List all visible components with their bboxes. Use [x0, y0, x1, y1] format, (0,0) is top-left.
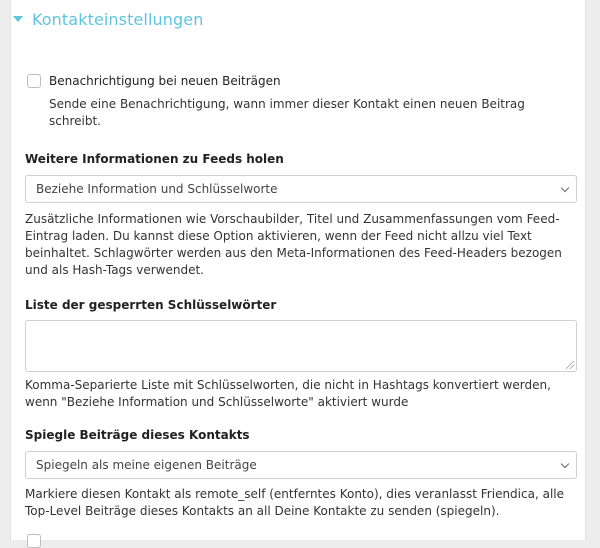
- notify-help-line-1: Sende eine Benachrichtigung, wann immer dieser Kontakt einen neuen Beitrag: [49, 97, 525, 111]
- notify-new-posts-label[interactable]: Benachrichtigung bei neuen Beiträgen: [49, 74, 281, 88]
- resize-handle-icon[interactable]: [566, 361, 574, 369]
- blocked-keywords-help-line-2: wenn "Beziehe Information und Schlüsselworte" aktiviert wurde: [25, 395, 409, 409]
- section-header[interactable]: [11, 7, 203, 31]
- mirror-help-line-2: Top-Level Beiträge dieses Kontakts an all Deine Kontakte zu senden (spiegeln).: [25, 504, 500, 518]
- mirror-help-line-1: Markiere diesen Kontakt als remote_self (entferntes Konto), dies veranlasst Friendica, alle: [25, 487, 564, 501]
- feed-info-label: Weitere Informationen zu Feeds holen: [25, 152, 284, 166]
- feed-info-help-line-4: und als Hash-Tags verwendet.: [25, 263, 204, 277]
- feed-info-help-line-3: beinhaltet. Schlagwörter werden aus den Meta-Informationen des Feed-Headers bezogen: [25, 246, 562, 260]
- mirror-label: Spiegle Beiträge dieses Kontakts: [25, 428, 250, 442]
- chevron-down-icon: [561, 460, 569, 468]
- blocked-keywords-help-line-1: Komma-Separierte Liste mit Schlüsselworten, die nicht in Hashtags konvertiert werden,: [25, 378, 551, 392]
- feed-info-help-line-2: Eintrag laden. Du kannst diese Option aktivieren, wenn der Feed nicht allzu viel Text: [25, 229, 532, 243]
- mirror-selected-value: Spiegeln als meine eigenen Beiträge: [36, 458, 257, 472]
- contact-settings-panel: [10, 0, 586, 540]
- blocked-keywords-textarea[interactable]: [25, 320, 577, 372]
- chevron-down-icon: [561, 184, 569, 192]
- notify-new-posts-checkbox[interactable]: [27, 74, 41, 88]
- feed-info-help-line-1: Zusätzliche Informationen wie Vorschaubilder, Titel und Zusammenfassungen vom Feed-: [25, 212, 560, 226]
- next-option-checkbox[interactable]: [27, 534, 41, 548]
- feed-info-selected-value: Beziehe Information und Schlüsselworte: [36, 182, 278, 196]
- caret-down-icon[interactable]: [13, 16, 23, 22]
- blocked-keywords-label: Liste der gesperrten Schlüsselwörter: [25, 298, 277, 312]
- feed-info-select[interactable]: [25, 175, 577, 203]
- mirror-select[interactable]: [25, 451, 577, 479]
- notify-help-line-2: schreibt.: [49, 114, 101, 128]
- section-title[interactable]: Kontakteinstellungen: [32, 9, 204, 29]
